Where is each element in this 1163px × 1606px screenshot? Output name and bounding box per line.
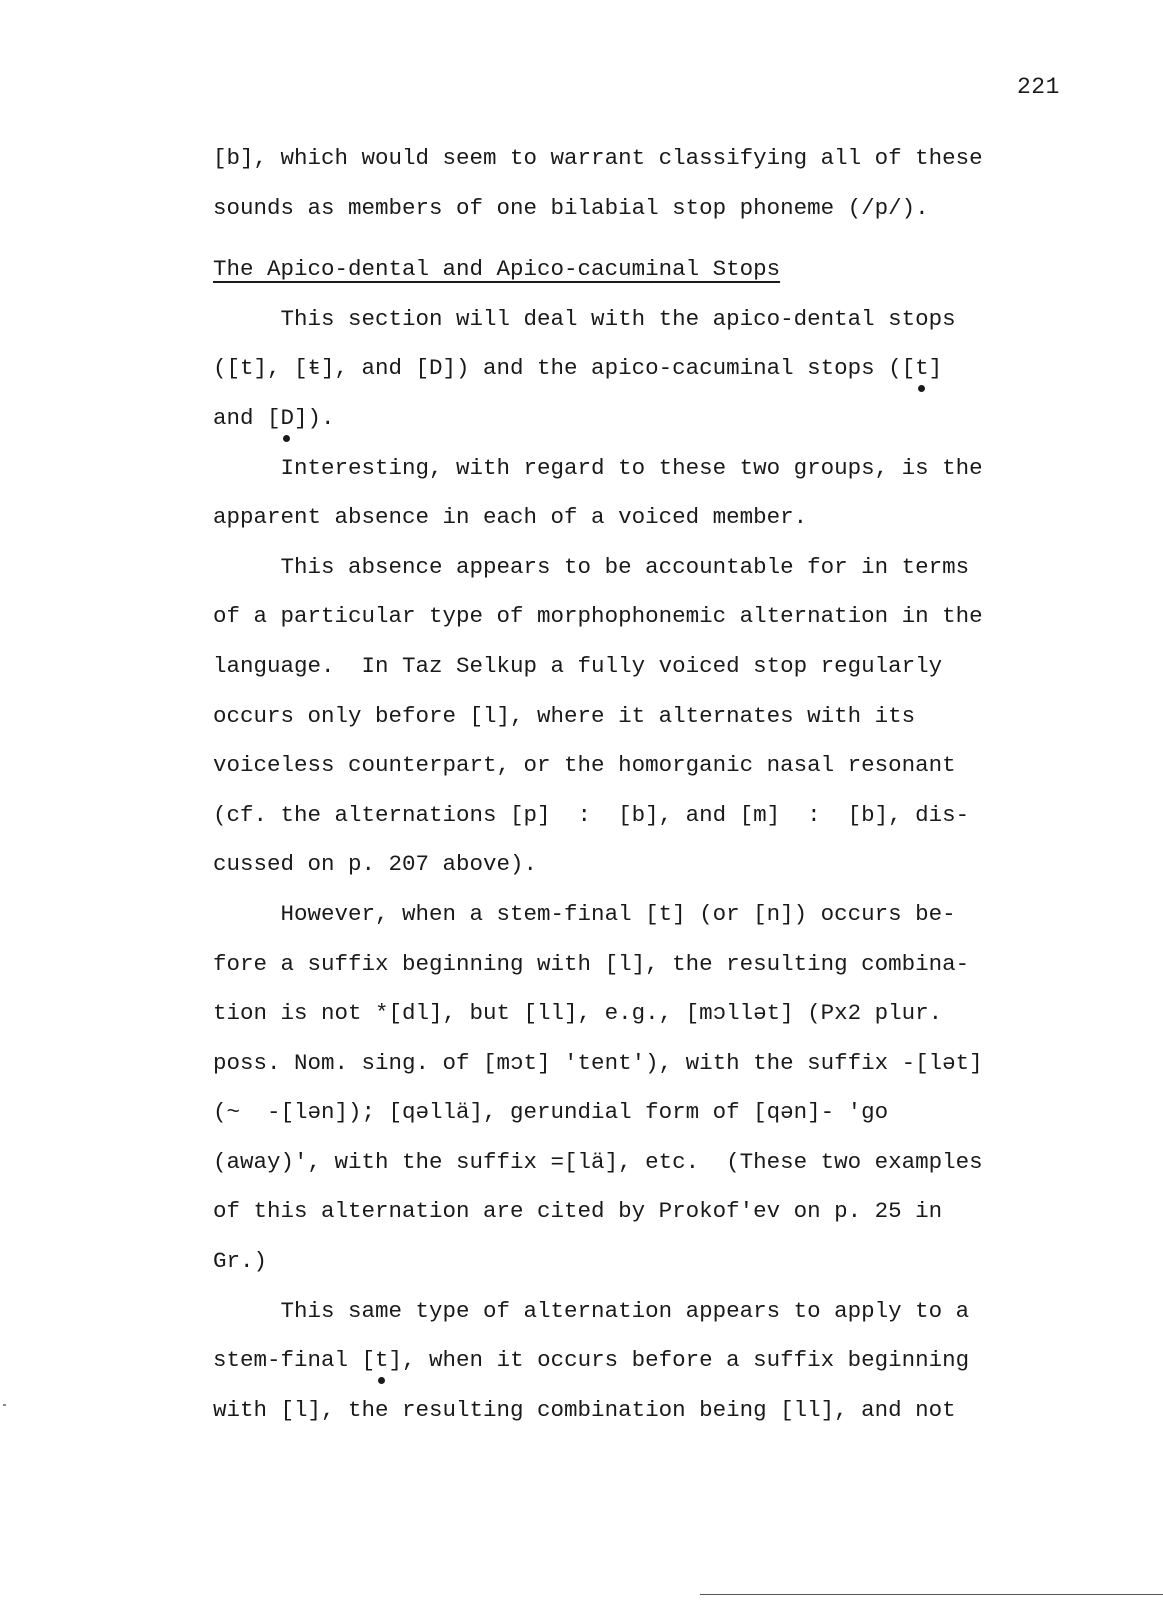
body-line: (cf. the alternations [p] : [b], and [m] : [b], dis- <box>213 801 970 828</box>
body-line: (away)', with the suffix =[lä], etc. (These two examples <box>213 1148 983 1175</box>
margin-mark <box>3 1404 6 1406</box>
body-line <box>213 344 1073 394</box>
page-number: 221 <box>1017 74 1060 100</box>
body-line: This absence appears to be accountable for in terms <box>213 553 970 580</box>
line-segment: stem-final [ <box>213 1347 376 1374</box>
body-line: However, when a stem-final [t] (or [n]) occurs be- <box>213 900 956 927</box>
body-line: apparent absence in each of a voiced member. <box>213 504 808 531</box>
body-line: with [l], the resulting combination being [ll], and not <box>213 1396 956 1423</box>
line-segment: ] <box>928 355 943 382</box>
body-line: Interesting, with regard to these two groups, is the <box>213 454 983 481</box>
section-heading: The Apico-dental and Apico-cacuminal Stops <box>213 256 781 283</box>
body-line: occurs only before [l], where it alternates with its <box>213 702 916 729</box>
body-line: This same type of alternation appears to apply to a <box>213 1297 970 1324</box>
dotted-t-symbol: t <box>915 344 929 394</box>
line-segment: and [ <box>213 404 281 431</box>
page-body <box>213 134 1073 1435</box>
bottom-rule-divider <box>700 1594 1163 1595</box>
dotted-d-symbol: D <box>281 394 295 444</box>
body-line: (~ -[lən]); [qəllä], gerundial form of [qən]- 'go <box>213 1099 889 1126</box>
body-line: This section will deal with the apico-dental stops <box>213 305 956 332</box>
body-line <box>213 1336 1073 1386</box>
body-line: voiceless counterpart, or the homorganic nasal resonant <box>213 752 956 779</box>
body-line: sounds as members of one bilabial stop phoneme (/p/). <box>213 194 929 221</box>
body-line: of this alternation are cited by Prokof'ev on p. 25 in <box>213 1198 943 1225</box>
body-line: of a particular type of morphophonemic alternation in the <box>213 603 983 630</box>
body-line: tion is not *[dl], but [ll], e.g., [mɔllət] (Px2 plur. <box>213 1000 943 1027</box>
line-segment: ]). <box>294 404 335 431</box>
body-line: language. In Taz Selkup a fully voiced stop regularly <box>213 652 943 679</box>
line-segment: ([t], [ŧ], and [D]) and the apico-cacuminal stops ([ <box>213 355 916 382</box>
body-line <box>213 394 1073 444</box>
body-line: cussed on p. 207 above). <box>213 851 538 878</box>
dotted-t-symbol: t <box>375 1336 389 1386</box>
body-line: Gr.) <box>213 1248 268 1275</box>
body-line: poss. Nom. sing. of [mɔt] 'tent'), with the suffix -[lət] <box>213 1049 983 1076</box>
body-line: [b], which would seem to warrant classifying all of these <box>213 145 983 171</box>
line-segment: ], when it occurs before a suffix beginning <box>388 1347 970 1374</box>
body-line: fore a suffix beginning with [l], the resulting combina- <box>213 950 970 977</box>
